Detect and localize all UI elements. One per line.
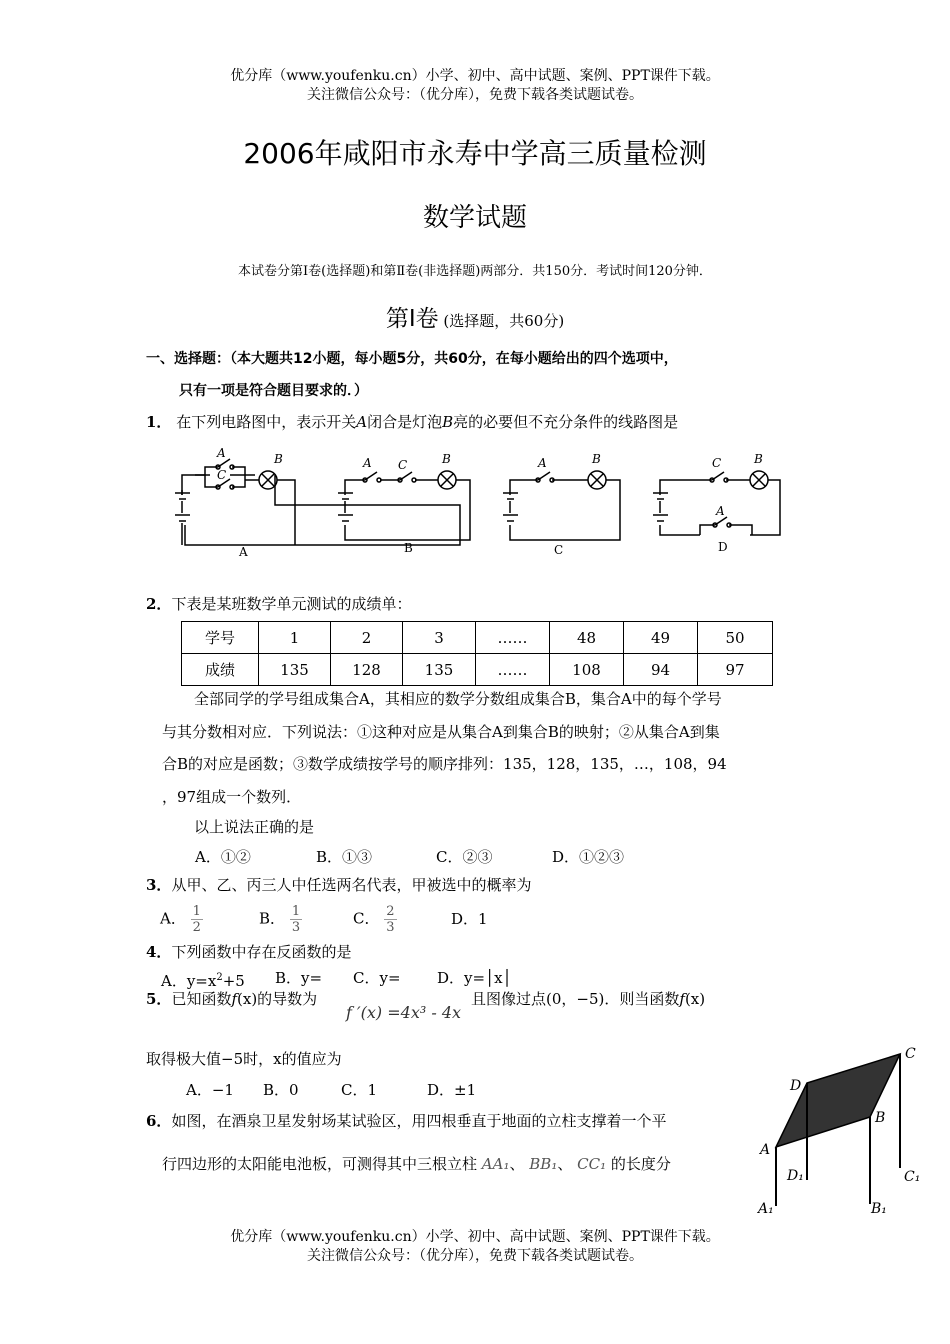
question-3 (146, 874, 531, 896)
switch-label-c: C (217, 468, 227, 482)
circuit-label-b: B (404, 541, 413, 555)
table-cell: 97 (698, 654, 773, 686)
function-name: f (679, 990, 685, 1008)
switch-label-c: C (712, 456, 722, 470)
circuit-label-a: A (239, 545, 248, 559)
footer-line-1: 优分库（www.youfenku.cn）小学、初中、高中试题、案例、PPT课件下载。 (230, 1229, 720, 1245)
q2-option-a[interactable]: A．①② (195, 848, 251, 866)
function-name: f (231, 990, 238, 1008)
table-cell: 135 (259, 654, 331, 686)
q2-option-c[interactable]: C．②③ (436, 848, 493, 866)
switch-label-a: A (716, 504, 725, 518)
circuit-d (653, 471, 780, 535)
q5-option-c[interactable]: C．1 (341, 1081, 378, 1099)
section-heading-line-2: 只有一项是符合题目要求的．） (179, 383, 368, 399)
table-cell: 3 (403, 622, 476, 654)
q3-option-a[interactable] (160, 904, 203, 935)
q3-option-c[interactable] (353, 904, 397, 935)
question-4 (146, 941, 351, 963)
table-cell: 94 (624, 654, 698, 686)
label-b1: B₁ (871, 1201, 887, 1217)
label-b: B (875, 1110, 886, 1126)
question-text: 闭合是灯泡 (367, 413, 443, 431)
question-5-continued (471, 988, 705, 1010)
bulb-label: B (442, 452, 451, 466)
derivative-formula: f ′(x) =4x³ - 4x (346, 1003, 462, 1022)
exam-intro: 本试卷分第Ⅰ卷(选择题)和第Ⅱ卷(非选择题)两部分．共150分．考试时间120分钟． (238, 264, 712, 279)
circuit-label-c: C (554, 543, 564, 557)
table-cell: …… (476, 622, 550, 654)
question-number: 2． (146, 595, 172, 613)
q5-option-d[interactable]: D．±1 (427, 1081, 477, 1099)
question-text: 从甲、乙、丙三人中任选两名代表，甲被选中的概率为 (171, 876, 532, 894)
question-number: 5． (146, 990, 172, 1008)
footer-line-2: 关注微信公众号：（优分库），免费下载各类试题试卷。 (307, 1248, 643, 1264)
bulb-label: B (592, 452, 601, 466)
label-a1: A₁ (758, 1201, 774, 1217)
table-cell: 128 (331, 654, 403, 686)
var-b: B (442, 413, 454, 431)
q3-option-d[interactable]: D．1 (451, 910, 488, 928)
separator: 、 (557, 1155, 573, 1173)
table-cell: 1 (259, 622, 331, 654)
q3-option-b[interactable] (259, 904, 302, 935)
switch-label-a: A (363, 456, 372, 470)
q2-option-d[interactable]: D．①②③ (552, 848, 625, 866)
label-d1: D₁ (787, 1168, 804, 1184)
question-text: 下表是某班数学单元测试的成绩单： (171, 595, 412, 613)
pillar-aa1: AA₁ (481, 1155, 510, 1173)
section-heading-line-1: 一、选择题：（本大题共12小题，每小题5分，共60分，在每小题给出的四个选项中， (146, 351, 678, 367)
q4-option-c[interactable]: C．y= (353, 969, 401, 987)
q5-option-a[interactable]: A．−1 (186, 1081, 234, 1099)
option-label: B． (259, 909, 286, 928)
table-cell: 48 (550, 622, 624, 654)
fraction: $\frac{2}{3}$ (386, 904, 395, 935)
question-number: 4． (146, 943, 172, 961)
page-subtitle: 数学试题 (422, 203, 527, 233)
fraction: $\frac{1}{3}$ (291, 904, 301, 935)
table-row (182, 654, 773, 686)
option-label: A． (160, 909, 186, 928)
pillar-cc1: CC₁ (577, 1155, 607, 1173)
question-text: (x)的导数为 (237, 990, 318, 1008)
page-title: 2006年咸阳市永寿中学高三质量检测 (243, 137, 707, 170)
table-cell: 49 (624, 622, 698, 654)
option-label: C． (353, 909, 380, 928)
part-note: (选择题，共60分) (443, 312, 565, 330)
table-cell: 50 (698, 622, 773, 654)
fraction: $\frac{1}{2}$ (192, 904, 201, 935)
solar-panel-figure (752, 1040, 932, 1220)
question-text: 已知函数 (171, 990, 232, 1008)
circuit-diagrams (160, 445, 800, 565)
part-heading (0, 300, 950, 333)
question-1 (146, 411, 678, 433)
table-cell: 成绩 (182, 654, 259, 686)
question-text: 下列函数中存在反函数的是 (171, 943, 352, 961)
question-6 (146, 1110, 666, 1132)
question-text: 亮的必要但不充分条件的线路图是 (453, 413, 679, 431)
question-5 (146, 988, 317, 1010)
table-cell: 2 (331, 622, 403, 654)
switch-label-a: A (538, 456, 547, 470)
q2-paragraph-2: 与其分数相对应．下列说法：①这种对应是从集合A到集合B的映射；②从集合A到集 (162, 723, 720, 741)
label-d: D (790, 1078, 802, 1094)
question-6-line-2 (162, 1153, 671, 1175)
question-number: 1． (146, 413, 172, 431)
question-text: 的长度分 (610, 1155, 671, 1173)
score-table (181, 621, 773, 686)
table-cell: 135 (403, 654, 476, 686)
q4-option-b[interactable]: B．y= (275, 969, 323, 987)
header-line-1: 优分库（www.youfenku.cn）小学、初中、高中试题、案例、PPT课件下载。 (230, 68, 720, 84)
bulb-label: B (754, 452, 763, 466)
var-a: A (356, 413, 368, 431)
question-text: 行四边形的太阳能电池板，可测得其中三根立柱 (162, 1155, 478, 1173)
q2-paragraph-1: 全部同学的学号组成集合A，其相应的数学分数组成集合B，集合A中的每个学号 (194, 690, 722, 708)
switch-label-c: C (398, 458, 408, 472)
option-text: A．y=x (161, 972, 217, 990)
circuit-label-d: D (718, 540, 728, 554)
question-text: 如图，在酒泉卫星发射场某试验区，用四根垂直于地面的立柱支撑着一个平 (171, 1112, 667, 1130)
q2-option-b[interactable]: B．①③ (316, 848, 373, 866)
pillar-bb1: BB₁ (529, 1155, 558, 1173)
q2-paragraph-5: 以上说法正确的是 (194, 818, 315, 836)
label-a: A (760, 1142, 771, 1158)
table-cell: 学号 (182, 622, 259, 654)
question-number: 3． (146, 876, 172, 894)
label-c1: C₁ (904, 1169, 921, 1185)
q5-option-b[interactable]: B．0 (263, 1081, 299, 1099)
table-cell: …… (476, 654, 550, 686)
label-c: C (905, 1046, 916, 1062)
q4-option-d[interactable]: D．y=│x│ (437, 969, 512, 987)
question-text: 且图像过点(0，−5)．则当函数 (471, 990, 680, 1008)
circuit-c (503, 471, 620, 540)
separator: 、 (509, 1155, 525, 1173)
option-text: +5 (222, 972, 245, 990)
question-text: (x) (684, 990, 706, 1008)
exponent: 2 (216, 972, 223, 983)
question-2 (146, 593, 411, 615)
switch-label-a: A (217, 446, 226, 460)
q2-paragraph-4: ，97组成一个数列． (162, 788, 302, 806)
q2-paragraph-3: 合B的对应是函数；③数学成绩按学号的顺序排列：135，128，135，…，108，94 (162, 755, 727, 773)
question-number: 6． (146, 1112, 172, 1130)
header-line-2: 关注微信公众号：（优分库），免费下载各类试题试卷。 (307, 87, 643, 103)
question-text: 在下列电路图中，表示开关 (176, 413, 357, 431)
part-title: 第Ⅰ卷 (385, 306, 439, 332)
table-row (182, 622, 773, 654)
table-cell: 108 (550, 654, 624, 686)
question-5-line-2: 取得极大值−5时，x的值应为 (146, 1050, 342, 1068)
bulb-label: B (274, 452, 283, 466)
